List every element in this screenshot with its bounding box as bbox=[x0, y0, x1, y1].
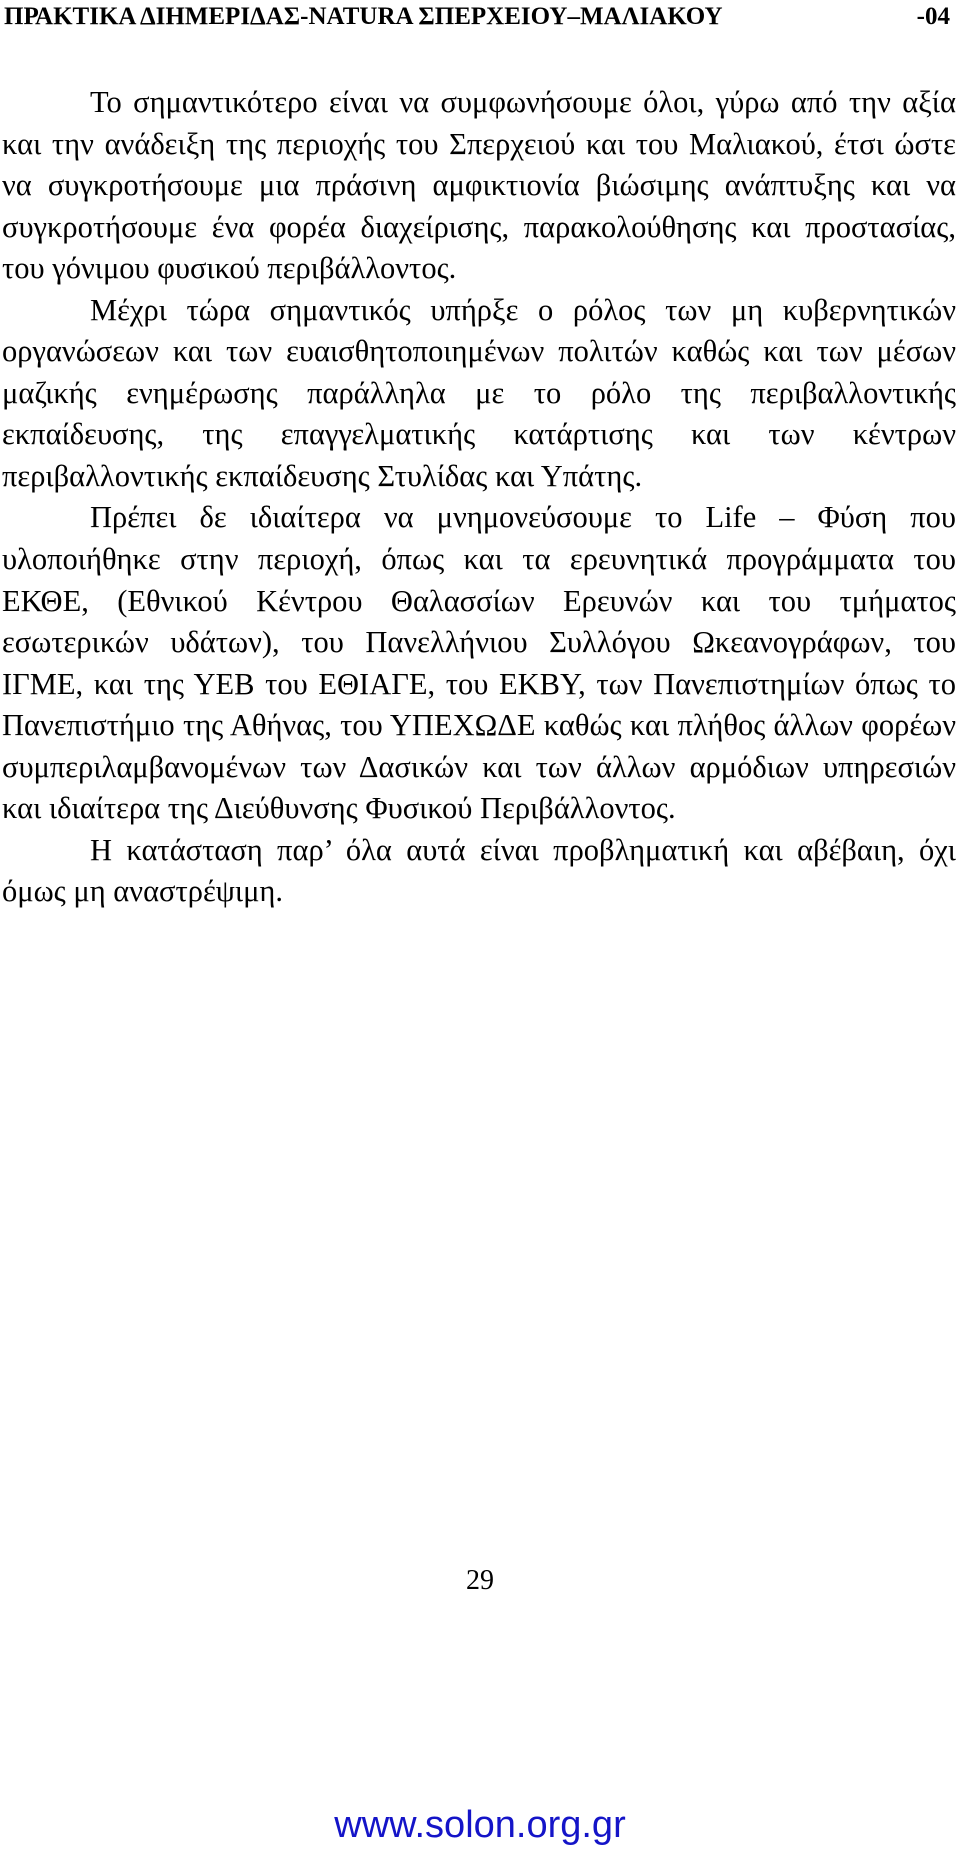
paragraph-1: Το σημαντικότερο είναι να συμφωνήσουμε όλοι, γύρω από την αξία και την ανάδειξη της περιοχής του Σπερχειού και του Μαλιακού, έτσι ώστε να συγκροτήσουμε μια πράσινη αμφικτιονία βιώσιμης ανάπτυξης και να συγκροτήσουμε ένα φορέα διαχείρισης, παρακολούθησης και προστασίας, του γόνιμου φυσικού περιβάλλοντος. bbox=[2, 85, 956, 286]
paragraph-4: Η κατάσταση παρ’ όλα αυτά είναι προβληματική και αβέβαιη, όχι όμως μη αναστρέψιμη. bbox=[2, 832, 956, 909]
page-number: 29 bbox=[466, 1565, 494, 1596]
running-header bbox=[4, 2, 954, 32]
paragraph-2: Μέχρι τώρα σημαντικός υπήρξε ο ρόλος των μη κυβερνητικών οργανώσεων και των ευαισθητοποιημένων πολιτών καθώς και των μέσων μαζικής ενημέρωσης παράλληλα με το ρόλο της περιβαλλοντικής εκπαίδευσης, της επαγγελματικής κατάρτισης και των κέντρων περιβαλλοντικής εκπαίδευσης Στυλίδας και Υπάτης. bbox=[2, 292, 956, 493]
header-page-label: -04 bbox=[916, 3, 950, 30]
paragraph-3: Πρέπει δε ιδιαίτερα να μνημονεύσουμε το Life – Φύση που υλοποιήθηκε στην περιοχή, όπως και τα ερευνητικά προγράμματα του ΕΚΘΕ, (Εθνικού Κέντρου Θαλασσίων Ερευνών και του τμήματος εσωτερικών υδάτων), του Πανελλήνιου Συλλόγου Ωκεανογράφων, του ΙΓΜΕ, και της ΥΕΒ του ΕΘΙΑΓΕ, του ΕΚΒΥ, των Πανεπιστημίων όπως το Πανεπιστήμιο της Αθήνας, του ΥΠΕΧΩΔΕ καθώς και πλήθος άλλων φορέων συμπεριλαμβανομένων των Δασικών και των άλλων αρμόδιων υπηρεσιών και ιδιαίτερα της Διεύθυνσης Φυσικού Περιβάλλοντος. bbox=[2, 500, 956, 826]
footer-website-link[interactable]: www.solon.org.gr bbox=[334, 1804, 626, 1846]
document-body bbox=[2, 82, 956, 913]
header-title: ΠΡΑΚΤΙΚΑ ΔΙΗΜΕΡΙΔΑΣ-NATURA ΣΠΕΡΧΕΙΟΥ–ΜΑΛΙΑΚΟΥ bbox=[4, 3, 723, 30]
